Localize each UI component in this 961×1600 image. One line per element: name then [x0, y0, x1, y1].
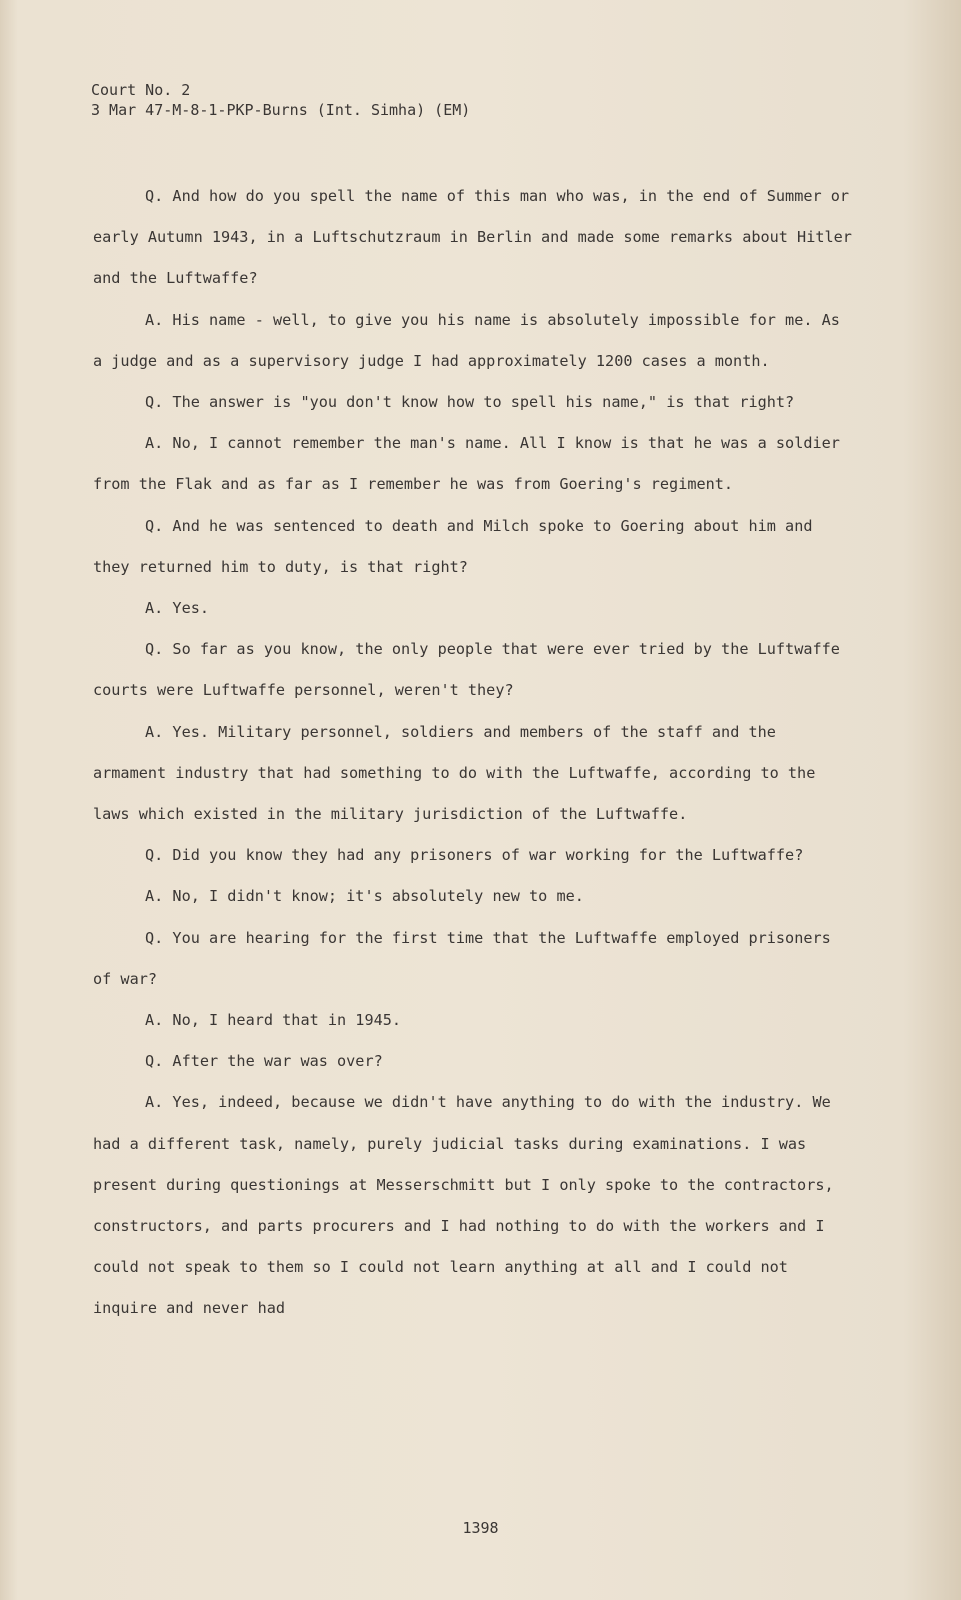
transcript-paragraph: A. His name - well, to give you his name is absolutely impossible for me. As a judge and as a supervisory judge I had approximately 1200 cases a month. — [93, 310, 840, 370]
transcript-paragraph: Q. So far as you know, the only people that were ever tried by the Luftwaffe courts were Luftwaffe personnel, weren't they? — [93, 640, 840, 700]
transcript-paragraph: A. No, I didn't know; it's absolutely new to me. — [145, 887, 584, 906]
transcript-paragraph: A. No, I heard that in 1945. — [145, 1011, 402, 1030]
transcript-paragraph: A. Yes. Military personnel, soldiers and members of the staff and the armament industry that had something to do with the Luftwaffe, according to the laws which existed in the military jurisdiction of the Luftwaffe. — [93, 722, 816, 824]
transcript-paragraph: Q. And how do you spell the name of this man who was, in the end of Summer or early Autumn 1943, in a Luftschutzraum in Berlin and made some remarks about Hitler and the Luftwaffe? — [93, 187, 852, 288]
court-number: Court No. 2 — [91, 81, 191, 99]
transcript-paragraph: Q. And he was sentenced to death and Milch spoke to Goering about him and they returned him to duty, is that right? — [93, 516, 813, 576]
transcript-paragraph: A. Yes. — [145, 599, 210, 618]
transcript-paragraph: Q. After the war was over? — [145, 1052, 383, 1071]
transcript-reference: 3 Mar 47-M-8-1-PKP-Burns (Int. Simha) (EM) — [91, 101, 471, 119]
transcript-paragraph: Q. Did you know they had any prisoners of war working for the Luftwaffe? — [145, 846, 804, 865]
transcript-paragraph: Q. You are hearing for the first time that the Luftwaffe employed prisoners of war? — [93, 928, 831, 988]
transcript-paragraph: A. No, I cannot remember the man's name. All I know is that he was a soldier from the Flak and as far as I remember he was from Goering's regiment. — [93, 434, 840, 494]
page-header — [91, 80, 470, 120]
transcript-paragraph: A. Yes, indeed, because we didn't have anything to do with the industry. We had a different task, namely, purely judicial tasks during examinations. I was present during questionings at Messerschmitt but I only spoke to the contractors, constructors, and parts procurers and I had nothing to do with the workers and I could not speak to them so I could not learn anything at all and I could not inquire and never had — [93, 1093, 834, 1318]
transcript-body — [93, 176, 853, 1330]
page-number: 1398 — [462, 1519, 499, 1537]
transcript-paragraph: Q. The answer is "you don't know how to spell his name," is that right? — [145, 393, 795, 412]
